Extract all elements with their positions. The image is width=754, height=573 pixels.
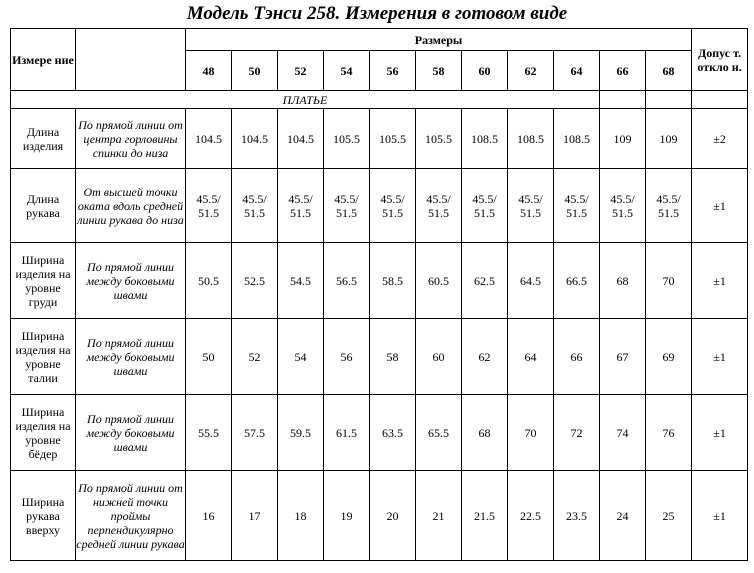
section-row	[11, 91, 748, 109]
measure-value: 63.5	[370, 395, 416, 471]
measure-value: 16	[186, 471, 232, 561]
measure-description: От высшей точки оката вдоль средней линии рукава до низа	[76, 169, 186, 243]
measure-value: 74	[600, 395, 646, 471]
measure-value: 62.5	[462, 243, 508, 319]
size-header: 66	[600, 51, 646, 91]
document-title: Модель Тэнси 258. Измерения в готовом виде	[186, 3, 568, 24]
measure-name: Ширина изделия на уровне бёдер	[11, 395, 76, 471]
measure-name: Длина рукава	[11, 169, 76, 243]
measure-value: 58.5	[370, 243, 416, 319]
measure-value: 45.5/ 51.5	[508, 169, 554, 243]
table-row	[11, 395, 748, 471]
measure-value: 60.5	[416, 243, 462, 319]
measure-value: 70	[508, 395, 554, 471]
measure-value: 45.5/ 51.5	[554, 169, 600, 243]
tolerance-value: ±1	[692, 243, 748, 319]
measure-value: 20	[370, 471, 416, 561]
header-measure: Измере ние	[11, 29, 76, 91]
tolerance-value: ±1	[692, 169, 748, 243]
measure-value: 45.5/ 51.5	[370, 169, 416, 243]
measure-value: 66	[554, 319, 600, 395]
measure-value: 45.5/ 51.5	[600, 169, 646, 243]
measure-value: 57.5	[232, 395, 278, 471]
measure-value: 45.5/ 51.5	[416, 169, 462, 243]
measure-value: 105.5	[416, 109, 462, 169]
measure-value: 67	[600, 319, 646, 395]
size-header: 54	[324, 51, 370, 91]
size-header: 60	[462, 51, 508, 91]
measurements-table	[10, 28, 748, 561]
measure-value: 62	[462, 319, 508, 395]
measure-value: 66.5	[554, 243, 600, 319]
measure-value: 104.5	[278, 109, 324, 169]
measure-description: По прямой линии между боковыми швами	[76, 319, 186, 395]
size-header: 50	[232, 51, 278, 91]
measure-value: 21.5	[462, 471, 508, 561]
measure-value: 45.5/ 51.5	[278, 169, 324, 243]
measure-value: 50.5	[186, 243, 232, 319]
measure-description: По прямой линии от нижней точки проймы перпендикулярно средней линии рукава	[76, 471, 186, 561]
size-header: 58	[416, 51, 462, 91]
measure-value: 23.5	[554, 471, 600, 561]
measure-value: 55.5	[186, 395, 232, 471]
measure-value: 45.5/ 51.5	[646, 169, 692, 243]
measure-value: 21	[416, 471, 462, 561]
measure-value: 104.5	[186, 109, 232, 169]
measure-value: 105.5	[370, 109, 416, 169]
measure-value: 65.5	[416, 395, 462, 471]
measure-value: 104.5	[232, 109, 278, 169]
measure-value: 72	[554, 395, 600, 471]
measure-value: 24	[600, 471, 646, 561]
measure-value: 54	[278, 319, 324, 395]
measure-value: 70	[646, 243, 692, 319]
table-row	[11, 169, 748, 243]
measure-name: Ширина изделия на уровне талии	[11, 319, 76, 395]
table-row	[11, 319, 748, 395]
tolerance-value: ±1	[692, 319, 748, 395]
measure-value: 45.5/ 51.5	[186, 169, 232, 243]
table-row	[11, 471, 748, 561]
measure-value: 52.5	[232, 243, 278, 319]
measure-value: 56	[324, 319, 370, 395]
section-blank	[692, 91, 748, 109]
measure-value: 68	[600, 243, 646, 319]
measure-name: Ширина изделия на уровне груди	[11, 243, 76, 319]
header-sizes: Размеры	[186, 29, 692, 51]
measure-name: Ширина рукава вверху	[11, 471, 76, 561]
measure-value: 18	[278, 471, 324, 561]
tolerance-value: ±2	[692, 109, 748, 169]
size-header: 52	[278, 51, 324, 91]
section-blank	[646, 91, 692, 109]
measure-value: 45.5/ 51.5	[232, 169, 278, 243]
measure-value: 109	[646, 109, 692, 169]
measure-value: 45.5/ 51.5	[324, 169, 370, 243]
measure-value: 108.5	[462, 109, 508, 169]
measure-value: 45.5/ 51.5	[462, 169, 508, 243]
section-label: ПЛАТЬЕ	[11, 91, 600, 109]
measure-value: 25	[646, 471, 692, 561]
measure-description: По прямой линии между боковыми швами	[76, 395, 186, 471]
measure-value: 22.5	[508, 471, 554, 561]
tolerance-value: ±1	[692, 395, 748, 471]
header-tolerance: Допус т. откло н.	[692, 29, 748, 91]
measure-value: 64	[508, 319, 554, 395]
table-row	[11, 109, 748, 169]
size-header: 48	[186, 51, 232, 91]
measure-value: 50	[186, 319, 232, 395]
measure-value: 76	[646, 395, 692, 471]
measure-value: 60	[416, 319, 462, 395]
measure-value: 109	[600, 109, 646, 169]
measure-value: 59.5	[278, 395, 324, 471]
measure-name: Длина изделия	[11, 109, 76, 169]
measure-value: 64.5	[508, 243, 554, 319]
measure-description: По прямой линии между боковыми швами	[76, 243, 186, 319]
measure-value: 108.5	[554, 109, 600, 169]
measure-value: 69	[646, 319, 692, 395]
size-header: 56	[370, 51, 416, 91]
measure-value: 19	[324, 471, 370, 561]
size-header: 62	[508, 51, 554, 91]
table-row	[11, 243, 748, 319]
measure-value: 17	[232, 471, 278, 561]
tolerance-value: ±1	[692, 471, 748, 561]
measure-value: 61.5	[324, 395, 370, 471]
header-description	[76, 29, 186, 91]
size-header: 68	[646, 51, 692, 91]
measure-value: 105.5	[324, 109, 370, 169]
measure-value: 68	[462, 395, 508, 471]
measure-value: 56.5	[324, 243, 370, 319]
measure-value: 54.5	[278, 243, 324, 319]
measure-value: 58	[370, 319, 416, 395]
measure-value: 108.5	[508, 109, 554, 169]
measure-value: 52	[232, 319, 278, 395]
section-blank	[600, 91, 646, 109]
size-header: 64	[554, 51, 600, 91]
measure-description: По прямой линии от центра горловины спинки до низа	[76, 109, 186, 169]
